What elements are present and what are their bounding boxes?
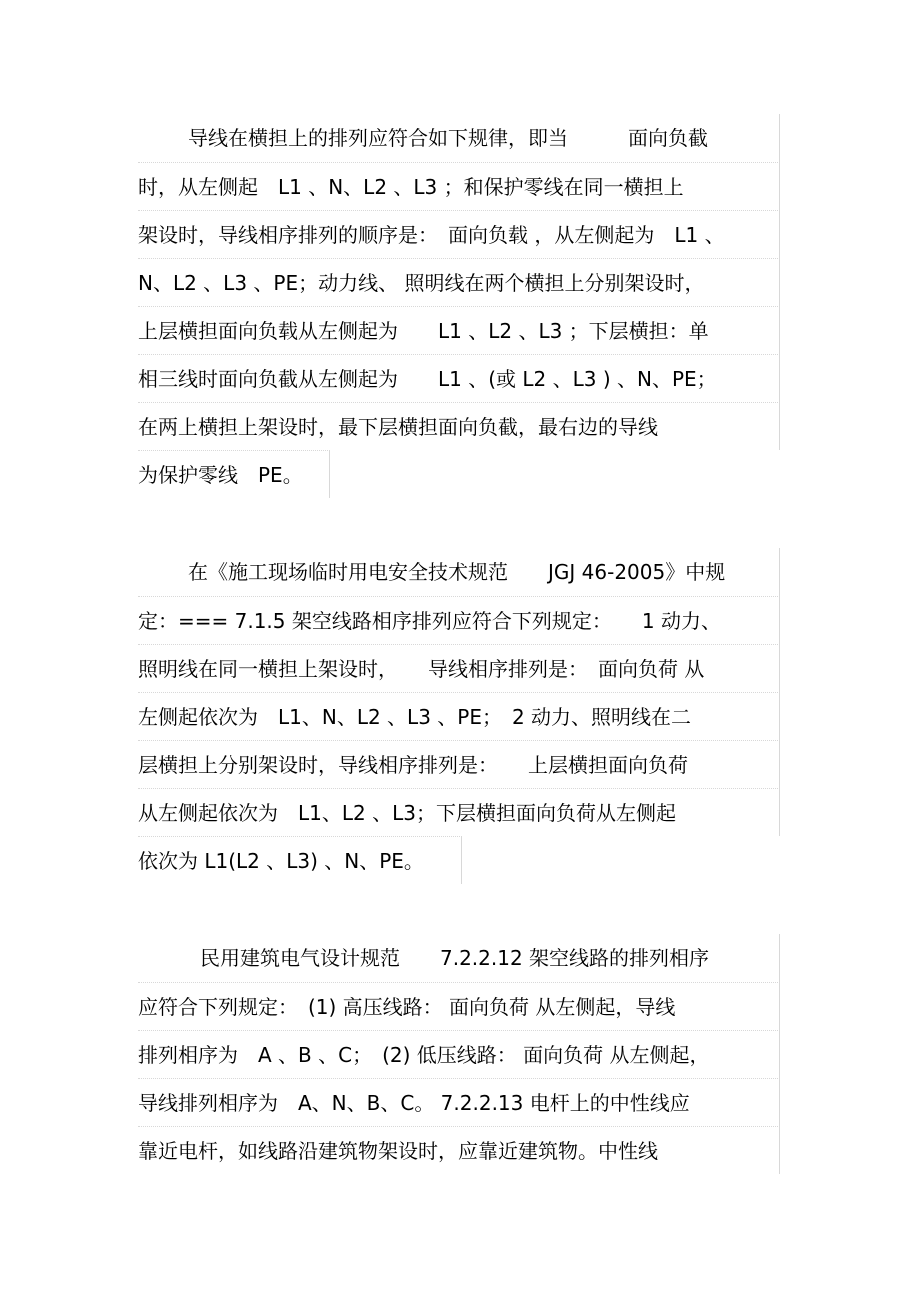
text-line: 架设时，导线相序排列的顺序是： 面向负载 ，从左侧起为 L1 、 [138,210,780,258]
text-line: 导线在横担上的排列应符合如下规律，即当 面向负截 [138,114,780,162]
text-line: 层横担上分别架设时，导线相序排列是： 上层横担面向负荷 [138,740,780,788]
text-line: N、L2 、L3 、PE；动力线、 照明线在两个横担上分别架设时， [138,258,780,306]
text-line: 定：=== 7.1.5 架空线路相序排列应符合下列规定： 1 动力、 [138,596,780,644]
text-line: 应符合下列规定： (1) 高压线路： 面向负荷 从左侧起，导线 [138,982,780,1030]
text-line: 照明线在同一横担上架设时， 导线相序排列是： 面向负荷 从 [138,644,780,692]
text-line: 相三线时面向负截从左侧起为 L1 、(或 L2 、L3 ) 、N、PE； [138,354,780,402]
text-line: 靠近电杆，如线路沿建筑物架设时，应靠近建筑物。中性线 [138,1126,780,1174]
text-line: 在《施工现场临时用电安全技术规范 JGJ 46-2005》中规 [138,548,780,596]
text-line: 为保护零线 PE。 [138,450,330,498]
text-line: 依次为 L1(L2 、L3) 、N、PE。 [138,836,462,884]
text-line: 排列相序为 A 、B 、C； (2) 低压线路： 面向负荷 从左侧起， [138,1030,780,1078]
text-line: 民用建筑电气设计规范 7.2.2.12 架空线路的排列相序 [138,934,780,982]
text-line: 时，从左侧起 L1 、N、L2 、L3 ；和保护零线在同一横担上 [138,162,780,210]
text-line: 上层横担面向负载从左侧起为 L1 、L2 、L3 ；下层横担：单 [138,306,780,354]
text-line: 左侧起依次为 L1、N、L2 、L3 、PE； 2 动力、照明线在二 [138,692,780,740]
text-line: 从左侧起依次为 L1、L2 、L3；下层横担面向负荷从左侧起 [138,788,780,836]
text-line: 导线排列相序为 A、N、B、C。 7.2.2.13 电杆上的中性线应 [138,1078,780,1126]
text-line: 在两上横担上架设时，最下层横担面向负截，最右边的导线 [138,402,780,450]
